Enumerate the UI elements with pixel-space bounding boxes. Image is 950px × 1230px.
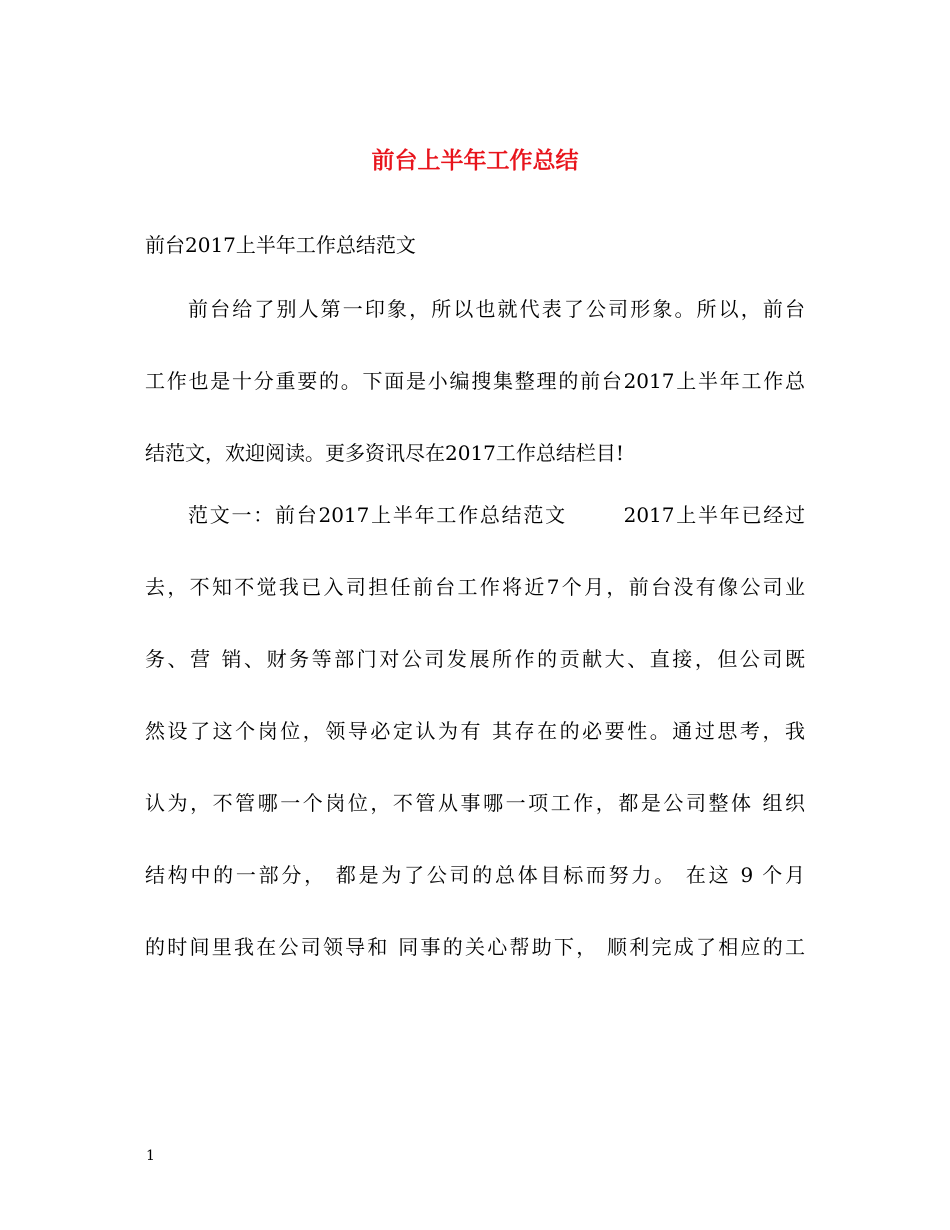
page-number: 1 <box>146 1148 155 1164</box>
document-subtitle: 前台2017上半年工作总结范文 <box>145 233 416 257</box>
paragraph-line: 认为，不管哪一个岗位，不管从事哪一项工作，都是公司整体 组织 <box>145 791 805 815</box>
document-title: 前台上半年工作总结 <box>371 148 579 174</box>
paragraph-line: 结范文，欢迎阅读。更多资讯尽在2017工作总结栏目! <box>145 441 624 465</box>
paragraph-line: 务、营 销、财务等部门对公司发展所作的贡献大、直接，但公司既 <box>145 647 805 671</box>
paragraph-line: 结构中的一部分， 都是为了公司的总体目标而努力。 在这 9 个月 <box>145 863 805 887</box>
paragraph-line: 范文一：前台2017上半年工作总结范文 2017上半年已经过 <box>188 503 805 527</box>
paragraph-line: 去，不知不觉我已入司担任前台工作将近7个月，前台没有像公司业 <box>145 575 805 599</box>
paragraph-line: 然设了这个岗位，领导必定认为有 其存在的必要性。通过思考，我 <box>145 719 805 743</box>
paragraph-line: 前台给了别人第一印象，所以也就代表了公司形象。所以，前台 <box>188 297 805 321</box>
paragraph-line: 的时间里我在公司领导和 同事的关心帮助下， 顺利完成了相应的工 <box>145 935 805 959</box>
paragraph-line: 工作也是十分重要的。下面是小编搜集整理的前台2017上半年工作总 <box>145 369 805 393</box>
